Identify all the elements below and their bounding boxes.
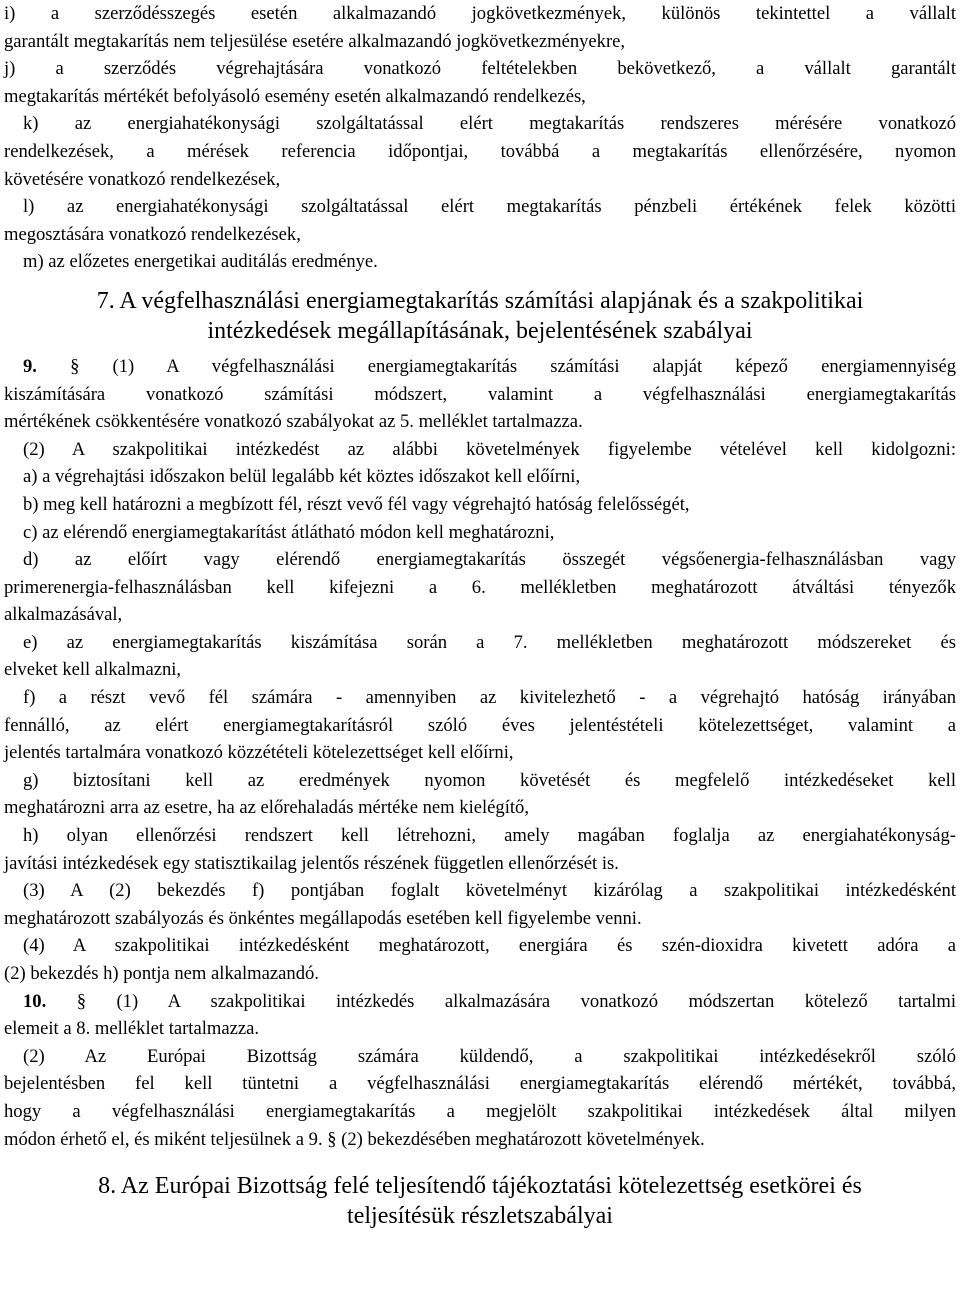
text-line [4,739,956,767]
line-text: kiszámítására vonatkozó számítási módszert, valamint a végfelhasználási energiamegtakarítás [4,383,956,405]
line-text: megtakarítás mértékét befolyásoló esemény esetén alkalmazandó rendelkezés, [4,85,586,107]
section-number: 9. [23,355,71,377]
line-text: bejelentésben fel kell tüntetni a végfelhasználási energiamegtakarítás elérendő mértékét, továbbá, [4,1073,956,1095]
line-text: rendelkezések, a mérések referencia időpontjai, továbbá a megtakarítás ellenőrzésére, nyomon [4,140,956,162]
text-line [4,905,956,933]
line-text: § (1) A szakpolitikai intézkedés alkalmazására vonatkozó módszertan kötelező tartalmi [76,990,956,1012]
line-text: (4) A szakpolitikai intézkedésként meghatározott, energiára és szén-dioxidra kivetett adóra a [23,935,956,957]
line-text: g) biztosítani kell az eredmények nyomon követését és megfelelő intézkedéseket kell [23,769,956,791]
line-text: követésére vonatkozó rendelkezések, [4,168,281,190]
line-text: (2) A szakpolitikai intézkedést az alábbi követelmények figyelembe vételével kell kidolgozni: [23,438,956,460]
section-heading-7 [4,286,956,346]
line-text: meghatározott szabályozás és önkéntes megállapodás esetében kell figyelembe venni. [4,907,642,929]
text-line [4,822,956,850]
text-line [4,138,956,166]
text-line [4,794,956,822]
text-line [4,436,956,464]
text-line [4,463,956,491]
line-text: jelentés tartalmára vonatkozó közzétételi kötelezettséget kell előírni, [4,742,514,764]
text-line [4,193,956,221]
line-text: meghatározni arra az esetre, ha az előrehaladás mértéke nem kielégítő, [4,797,529,819]
line-text: h) olyan ellenőrzési rendszert kell létrehozni, amely magában foglalja az energiahatékonyság- [23,825,956,847]
line-text: (2) bekezdés h) pontja nem alkalmazandó. [4,963,319,984]
text-line [4,221,956,249]
text-line [4,850,956,878]
section-heading-8-line1: 8. Az Európai Bizottság felé teljesítendő tájékoztatási kötelezettség esetkörei és [98,1173,862,1200]
line-text: j) a szerződés végrehajtására vonatkozó feltételekben bekövetkező, a vállalt garantált [4,58,956,80]
text-line [4,519,956,547]
text-line [4,55,956,83]
line-text: primerenergia-felhasználásban kell kifejezni a 6. mellékletben meghatározott átváltási tényezők [4,576,956,598]
line-text: (3) A (2) bekezdés f) pontjában foglalt követelményt kizárólag a szakpolitikai intézkedésként [23,880,956,902]
section-heading-8-line2: teljesítésük részletszabályai [347,1203,613,1230]
text-line [4,960,956,988]
line-text: megosztására vonatkozó rendelkezések, [4,223,301,245]
line-text: javítási intézkedések egy statisztikailag jelentős részének független ellenőrzését is. [4,852,619,874]
line-text: e) az energiamegtakarítás kiszámítása során a 7. mellékletben meghatározott módszereket és [23,631,956,653]
text-line [4,1126,956,1154]
text-line [4,28,956,56]
section-heading-8 [4,1171,956,1231]
text-line [4,1070,956,1098]
text-line [4,381,956,409]
line-text: (2) Az Európai Bizottság számára küldendő, a szakpolitikai intézkedésekről szóló [23,1045,956,1067]
text-line [4,491,956,519]
line-text: hogy a végfelhasználási energiamegtakarítás a megjelölt szakpolitikai intézkedések által milyen [4,1100,956,1122]
line-text: garantált megtakarítás nem teljesülése esetére alkalmazandó jogkövetkezményekre, [4,30,626,52]
text-line [4,353,956,381]
section-number: 10. [23,990,77,1012]
text-line [4,1043,956,1071]
line-text: mértékének csökkentésére vonatkozó szabályokat az 5. melléklet tartalmazza. [4,411,583,433]
line-text: módon érhető el, és miként teljesülnek a 9. § (2) bekezdésében meghatározott követelmények. [4,1128,705,1150]
line-text: d) az előírt vagy elérendő energiamegtakarítás összegét végsőenergia-felhasználásban vagy [23,549,956,571]
text-line [4,601,956,629]
text-line [4,932,956,960]
enumerated-provisions-list [4,0,956,276]
line-text: elveket kell alkalmazni, [4,659,182,681]
line-text: k) az energiahatékonysági szolgáltatással elért megtakarítás rendszeres mérésére vonatkozó [23,113,956,135]
line-text: f) a részt vevő fél számára - amennyiben az kivitelezhető - a végrehajtó hatóság irányában [23,687,956,709]
line-text: alkalmazásával, [4,604,123,626]
section-heading-7-line2: intézkedések megállapításának, bejelentésének szabályai [207,317,753,344]
line-text: a) a végrehajtási időszakon belül legalább két köztes időszakot kell előírni, [23,466,581,488]
line-text: b) meg kell határozni a megbízott fél, részt vevő fél vagy végrehajtó hatóság felelősségét, [23,493,690,515]
text-line [4,408,956,436]
text-line [4,1098,956,1126]
text-line [4,767,956,795]
line-text: l) az energiahatékonysági szolgáltatással elért megtakarítás pénzbeli értékének felek közötti [23,196,956,218]
text-line [4,1015,956,1043]
text-line [4,574,956,602]
section-heading-7-line1: 7. A végfelhasználási energiamegtakarítás számítási alapjának és a szakpolitikai [96,287,864,314]
text-line [4,248,956,276]
line-text: § (1) A végfelhasználási energiamegtakarítás számítási alapját képező energiamennyiség [70,355,956,377]
text-line [4,877,956,905]
text-line [4,166,956,194]
section-body-text [4,353,956,1153]
text-line [4,110,956,138]
line-text: fennálló, az elért energiamegtakarításról szóló éves jelentéstételi kötelezettséget, valamint a [4,714,956,736]
line-text: m) az előzetes energetikai auditálás eredménye. [23,251,378,273]
text-line [4,83,956,111]
text-line [4,546,956,574]
text-line [4,629,956,657]
text-line [4,712,956,740]
text-line [4,988,956,1016]
line-text: i) a szerződésszegés esetén alkalmazandó jogkövetkezmények, különös tekintettel a vállalt [4,3,956,24]
line-text: elemeit a 8. melléklet tartalmazza. [4,1018,260,1040]
text-line [4,656,956,684]
text-line [4,684,956,712]
line-text: c) az elérendő energiamegtakarítást átlátható módon kell meghatározni, [23,521,555,543]
text-line [4,0,956,28]
